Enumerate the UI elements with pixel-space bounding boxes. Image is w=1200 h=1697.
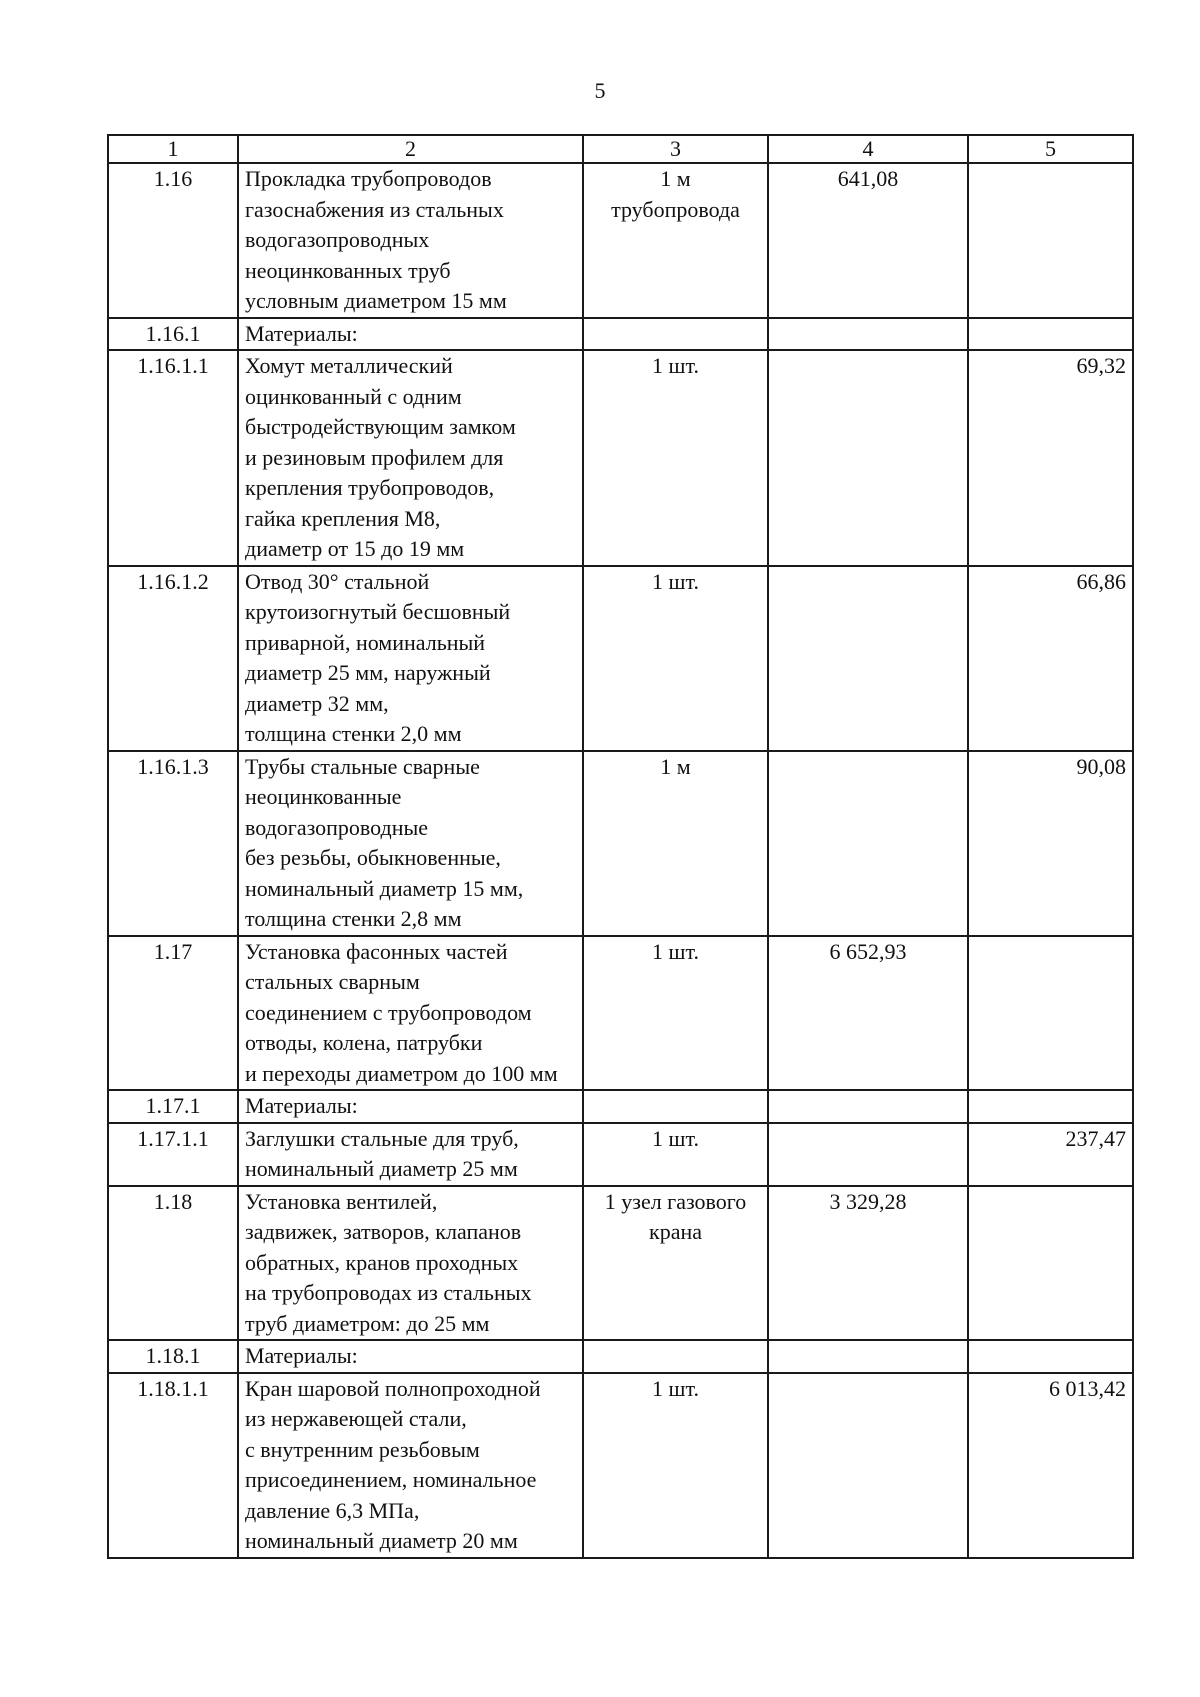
table-row	[108, 350, 1133, 566]
row-unit: 1 шт.	[583, 1123, 768, 1186]
price-table	[107, 134, 1134, 1559]
header-col-4: 4	[768, 135, 968, 163]
page-number: 5	[594, 78, 606, 103]
row-number: 1.17.1	[108, 1090, 238, 1123]
header-row	[108, 135, 1133, 163]
row-unit	[583, 318, 768, 351]
row-work-price: 641,08	[768, 163, 968, 318]
row-work-price	[768, 751, 968, 936]
row-material-price	[968, 1186, 1133, 1341]
row-material-price	[968, 1340, 1133, 1373]
row-material-price: 237,47	[968, 1123, 1133, 1186]
row-work-price	[768, 1123, 968, 1186]
row-unit: 1 шт.	[583, 1373, 768, 1558]
row-number: 1.16.1	[108, 318, 238, 351]
row-name: Прокладка трубопроводов газоснабжения из стальных водогазопроводных неоцинкованных труб условным диаметром 15 мм	[238, 163, 583, 318]
row-material-price	[968, 318, 1133, 351]
row-number: 1.16	[108, 163, 238, 318]
row-material-price: 6 013,42	[968, 1373, 1133, 1558]
row-name: Трубы стальные сварные неоцинкованные водогазопроводные без резьбы, обыкновенные, номинальный диаметр 15 мм, толщина стенки 2,8 мм	[238, 751, 583, 936]
row-unit: 1 узел газового крана	[583, 1186, 768, 1341]
row-number: 1.17	[108, 936, 238, 1091]
row-material-price: 90,08	[968, 751, 1133, 936]
row-name: Установка фасонных частей стальных сварным соединением с трубопроводом отводы, колена, патрубки и переходы диаметром до 100 мм	[238, 936, 583, 1091]
row-work-price	[768, 318, 968, 351]
row-work-price	[768, 566, 968, 751]
table-row	[108, 1123, 1133, 1186]
row-number: 1.18	[108, 1186, 238, 1341]
row-name: Материалы:	[238, 1340, 583, 1373]
row-number: 1.16.1.2	[108, 566, 238, 751]
table-row	[108, 1186, 1133, 1341]
row-name: Хомут металлический оцинкованный с одним быстродействующим замком и резиновым профилем для крепления трубопроводов, гайка крепления М8, диаметр от 15 до 19 мм	[238, 350, 583, 566]
table-row	[108, 751, 1133, 936]
row-unit: 1 м трубопровода	[583, 163, 768, 318]
header-col-5: 5	[968, 135, 1133, 163]
header-col-2: 2	[238, 135, 583, 163]
row-number: 1.17.1.1	[108, 1123, 238, 1186]
row-unit: 1 шт.	[583, 936, 768, 1091]
row-work-price	[768, 1340, 968, 1373]
row-work-price	[768, 1373, 968, 1558]
table-row	[108, 936, 1133, 1091]
row-material-price: 66,86	[968, 566, 1133, 751]
table-header	[108, 135, 1133, 163]
row-name: Заглушки стальные для труб, номинальный диаметр 25 мм	[238, 1123, 583, 1186]
row-work-price	[768, 350, 968, 566]
table-row	[108, 566, 1133, 751]
row-name: Кран шаровой полнопроходной из нержавеющей стали, с внутренним резьбовым присоединением, номинальное давление 6,3 МПа, номинальный диаметр 20 мм	[238, 1373, 583, 1558]
row-material-price: 69,32	[968, 350, 1133, 566]
row-name: Материалы:	[238, 318, 583, 351]
header-col-1: 1	[108, 135, 238, 163]
row-material-price	[968, 936, 1133, 1091]
row-name: Установка вентилей, задвижек, затворов, клапанов обратных, кранов проходных на трубопроводах из стальных труб диаметром: до 25 мм	[238, 1186, 583, 1341]
row-number: 1.18.1.1	[108, 1373, 238, 1558]
table-row	[108, 163, 1133, 318]
row-unit: 1 шт.	[583, 566, 768, 751]
table-row	[108, 1340, 1133, 1373]
row-unit	[583, 1340, 768, 1373]
row-number: 1.18.1	[108, 1340, 238, 1373]
table-row	[108, 1090, 1133, 1123]
row-unit	[583, 1090, 768, 1123]
row-number: 1.16.1.1	[108, 350, 238, 566]
row-material-price	[968, 1090, 1133, 1123]
row-unit: 1 м	[583, 751, 768, 936]
row-name: Материалы:	[238, 1090, 583, 1123]
row-number: 1.16.1.3	[108, 751, 238, 936]
row-work-price: 3 329,28	[768, 1186, 968, 1341]
row-material-price	[968, 163, 1133, 318]
table-row	[108, 1373, 1133, 1558]
row-work-price: 6 652,93	[768, 936, 968, 1091]
row-unit: 1 шт.	[583, 350, 768, 566]
row-work-price	[768, 1090, 968, 1123]
header-col-3: 3	[583, 135, 768, 163]
table-row	[108, 318, 1133, 351]
table-body	[108, 163, 1133, 1558]
row-name: Отвод 30° стальной крутоизогнутый бесшовный приварной, номинальный диаметр 25 мм, наружный диаметр 32 мм, толщина стенки 2,0 мм	[238, 566, 583, 751]
